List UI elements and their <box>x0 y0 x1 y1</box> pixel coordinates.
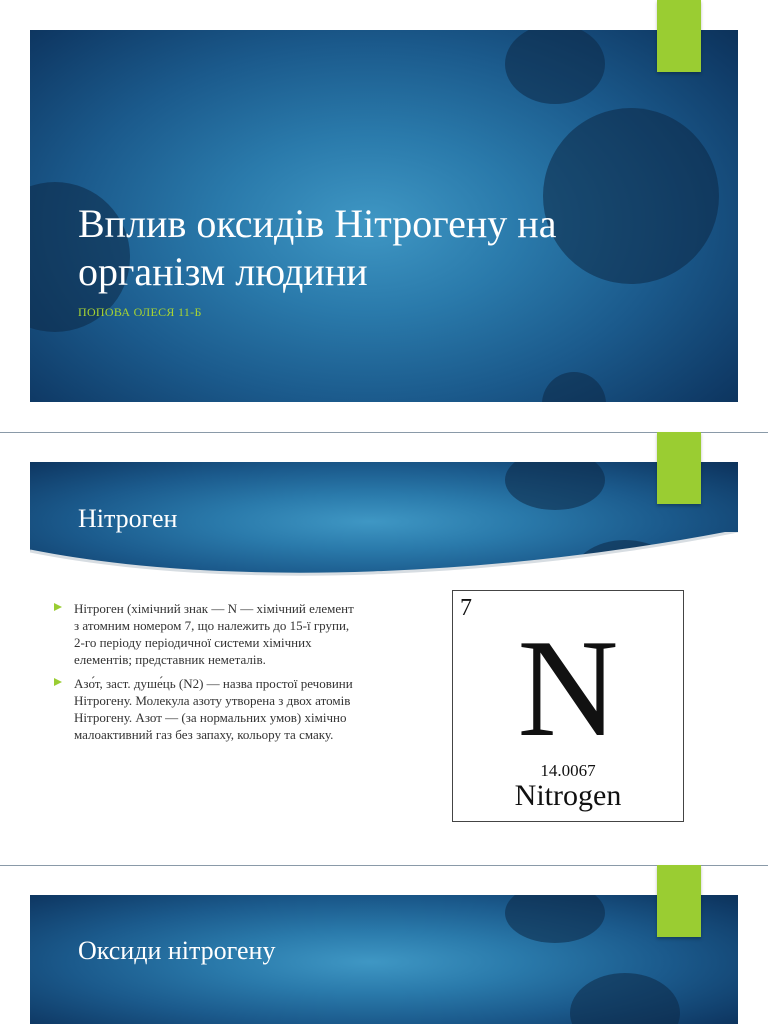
banner-curve <box>30 532 738 582</box>
accent-tab <box>657 432 701 504</box>
slide-title: Оксиди нітрогену <box>78 936 276 965</box>
bullet-list <box>52 600 362 750</box>
decorative-circle <box>542 372 606 402</box>
presentation-title: Вплив оксидів Нітрогену на організм людини <box>78 201 557 294</box>
element-name: Nitrogen <box>514 779 622 812</box>
atomic-mass: 14.0067 <box>540 761 596 780</box>
slide-divider <box>0 432 768 433</box>
decorative-circle <box>505 895 605 943</box>
bullet-item <box>52 600 362 668</box>
presentation-author: ПОПОВА ОЛЕСЯ 11-Б <box>78 305 202 319</box>
accent-tab <box>657 865 701 937</box>
slide-title: Нітроген <box>78 504 178 533</box>
element-symbol: N <box>517 611 619 766</box>
decorative-circle <box>505 462 605 510</box>
bullet-text: Нітроген (хімічний знак — N — хімічний елемент з атомним номером 7, що належить до 15-ї групи, 2-го періоду періодичної системи хімічних елементів; представник неметалів. <box>74 601 354 667</box>
atomic-number: 7 <box>460 595 472 621</box>
decorative-circle <box>570 973 680 1024</box>
bullet-text: Азо́т, заст. душе́ць (N2) — назва простої речовини Нітрогену. Молекула азоту утворена з двох атомів Нітрогену. Азот — (за нормальних умов) хімічно малоактивний газ без запаху, кольору та смаку. <box>74 676 353 742</box>
bullet-item <box>52 675 362 743</box>
bullet-arrow-icon <box>54 678 62 686</box>
periodic-element-card <box>452 590 684 822</box>
accent-tab <box>657 0 701 72</box>
decorative-circle <box>505 30 605 104</box>
slide-divider <box>0 865 768 866</box>
bullet-arrow-icon <box>54 603 62 611</box>
